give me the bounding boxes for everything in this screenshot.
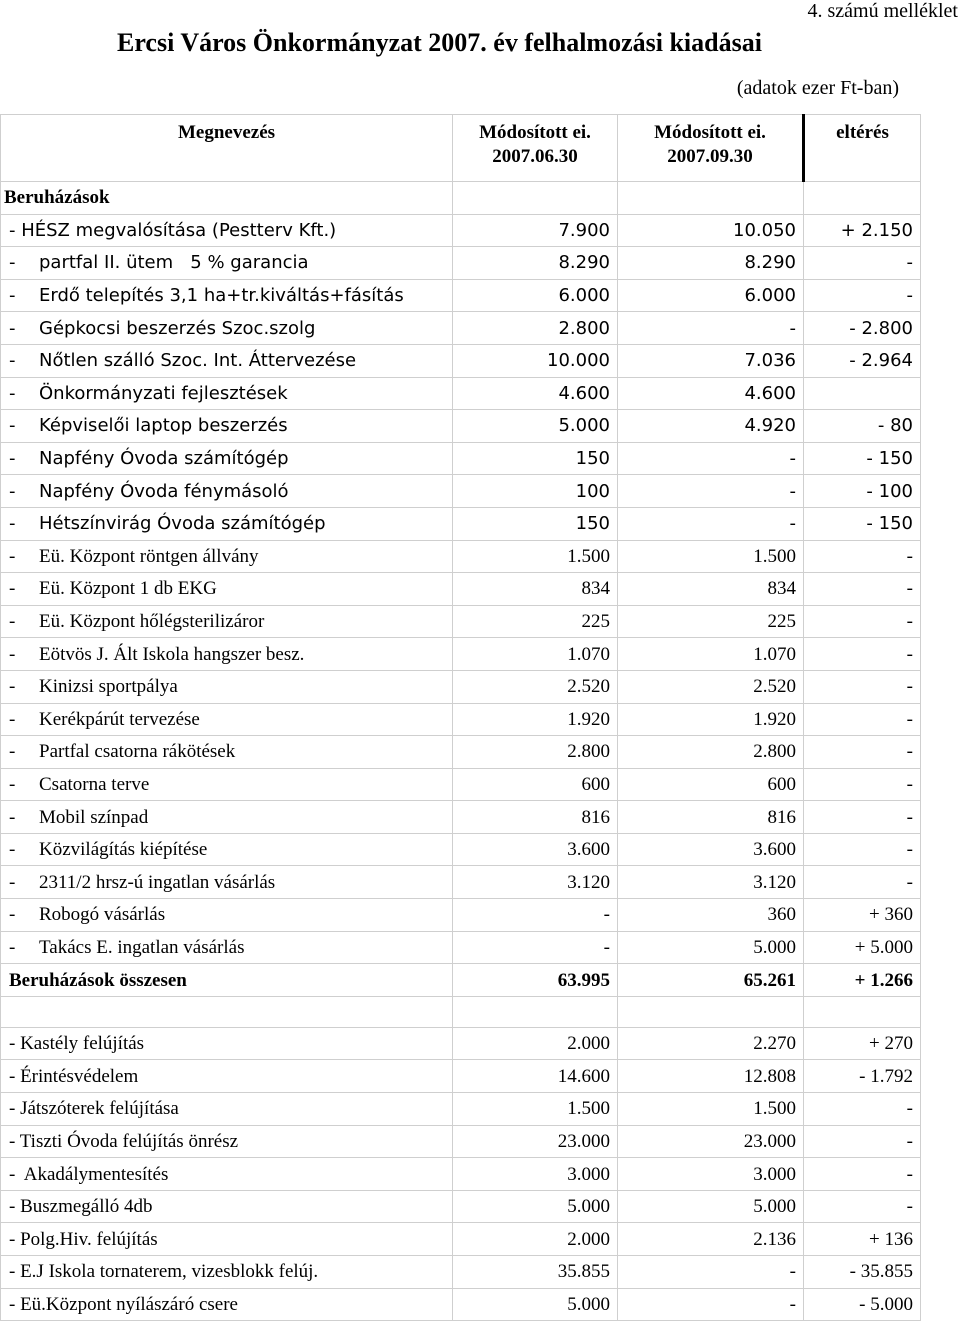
row-dash: -	[9, 871, 16, 893]
value-difference: -	[804, 1190, 921, 1223]
row-label: Partfal csatorna rákötések	[39, 741, 236, 763]
value-difference: - 2.964	[804, 344, 921, 377]
value-2007-06-30: -	[453, 931, 618, 964]
row-label: Robogó vásárlás	[39, 904, 166, 926]
value-difference: -	[804, 540, 921, 573]
row-label: Hétszínvirág Óvoda számítógép	[39, 513, 326, 535]
row-name	[1, 442, 453, 475]
section-row	[1, 182, 921, 215]
value-2007-09-30: 225	[618, 605, 804, 638]
value-2007-09-30: -	[618, 507, 804, 540]
value-2007-06-30: 4.600	[453, 377, 618, 410]
section-title: Beruházások	[1, 182, 453, 215]
row-label: Eü. Központ hőlégsterilizáror	[39, 611, 265, 633]
value-difference	[804, 377, 921, 410]
value-2007-09-30: 2.136	[618, 1223, 804, 1256]
row-dash: -	[9, 513, 16, 535]
value-2007-06-30: 600	[453, 768, 618, 801]
row-name	[1, 377, 453, 410]
row-dash: -	[9, 741, 16, 763]
row-label: Mobil színpad	[39, 806, 149, 828]
row-label: partfal II. ütem 5 % garancia	[39, 252, 309, 274]
blank-row	[1, 996, 921, 1027]
row-dash: -	[9, 448, 16, 470]
value-2007-06-30: 816	[453, 801, 618, 834]
row-dash: -	[9, 285, 16, 307]
row-dash: -	[9, 773, 16, 795]
value-2007-06-30: 5.000	[453, 1190, 618, 1223]
row-dash: -	[9, 676, 16, 698]
row-name	[1, 344, 453, 377]
row-label: Takács E. ingatlan vásárlás	[39, 936, 245, 958]
row-label: Önkormányzati fejlesztések	[39, 382, 288, 404]
row-label: - Játszóterek felújítása	[1, 1093, 453, 1126]
value-2007-09-30: 7.036	[618, 344, 804, 377]
value-difference: - 2.800	[804, 312, 921, 345]
value-2007-09-30: 5.000	[618, 931, 804, 964]
value-2007-06-30: 35.855	[453, 1256, 618, 1289]
table-row	[1, 1256, 921, 1289]
table-row	[1, 1093, 921, 1126]
value-difference: - 150	[804, 442, 921, 475]
value-2007-06-30: 3.120	[453, 866, 618, 899]
value-2007-06-30: 1.500	[453, 1093, 618, 1126]
row-name	[1, 768, 453, 801]
table-header-row	[1, 115, 921, 182]
row-label: Napfény Óvoda számítógép	[39, 448, 289, 470]
value-2007-09-30: 1.500	[618, 540, 804, 573]
value-2007-06-30: 3.600	[453, 833, 618, 866]
table-row	[1, 670, 921, 703]
value-difference: -	[804, 1158, 921, 1191]
value-difference: + 5.000	[804, 931, 921, 964]
table-row	[1, 703, 921, 736]
value-2007-06-30: 6.000	[453, 279, 618, 312]
table-row	[1, 1288, 921, 1321]
row-dash: -	[9, 643, 16, 665]
value-2007-06-30: 14.600	[453, 1060, 618, 1093]
table-row	[1, 312, 921, 345]
row-name	[1, 507, 453, 540]
value-2007-06-30: 834	[453, 573, 618, 606]
value-2007-09-30: 1.500	[618, 1093, 804, 1126]
row-label: - E.J Iskola tornaterem, vizesblokk felúj.	[1, 1256, 453, 1289]
value-2007-06-30: 2.800	[453, 736, 618, 769]
value-2007-06-30: 3.000	[453, 1158, 618, 1191]
table-row	[1, 866, 921, 899]
row-label: - Polg.Hiv. felújítás	[1, 1223, 453, 1256]
value-2007-09-30: 3.600	[618, 833, 804, 866]
row-dash: -	[9, 936, 16, 958]
row-dash: -	[9, 415, 16, 437]
row-label: - Eü.Központ nyílászáró csere	[1, 1288, 453, 1321]
row-label: - Buszmegálló 4db	[1, 1190, 453, 1223]
value-2007-06-30: 2.520	[453, 670, 618, 703]
table-row	[1, 1060, 921, 1093]
value-2007-09-30: 10.050	[618, 214, 804, 247]
row-dash: -	[9, 806, 16, 828]
value-2007-09-30: 4.600	[618, 377, 804, 410]
value-2007-09-30: 23.000	[618, 1125, 804, 1158]
value-difference: -	[804, 1125, 921, 1158]
table-row	[1, 279, 921, 312]
row-dash: -	[9, 350, 16, 372]
value-difference: -	[804, 247, 921, 280]
value-difference: - 100	[804, 475, 921, 508]
row-label: - Kastély felújítás	[1, 1027, 453, 1060]
value-2007-06-30: 8.290	[453, 247, 618, 280]
row-label: Nőtlen szálló Szoc. Int. Áttervezése	[39, 350, 357, 372]
value-2007-06-30: 5.000	[453, 1288, 618, 1321]
table-row	[1, 736, 921, 769]
table-row	[1, 833, 921, 866]
value-2007-09-30: 12.808	[618, 1060, 804, 1093]
value-2007-09-30: 816	[618, 801, 804, 834]
value-2007-09-30: 2.520	[618, 670, 804, 703]
table-row	[1, 1190, 921, 1223]
value-difference: - 1.792	[804, 1060, 921, 1093]
blank-cell	[804, 996, 921, 1027]
table-row	[1, 1027, 921, 1060]
value-difference: -	[804, 833, 921, 866]
blank-cell	[618, 996, 804, 1027]
row-name	[1, 801, 453, 834]
table-row	[1, 1125, 921, 1158]
row-label: Képviselői laptop beszerzés	[39, 415, 288, 437]
row-dash: -	[9, 578, 16, 600]
row-dash: -	[9, 904, 16, 926]
row-dash: -	[9, 252, 16, 274]
table-row	[1, 899, 921, 932]
value-2007-09-30: 2.800	[618, 736, 804, 769]
value-difference: + 136	[804, 1223, 921, 1256]
value-difference: -	[804, 279, 921, 312]
table-row	[1, 605, 921, 638]
row-name	[1, 703, 453, 736]
value-2007-06-30: 10.000	[453, 344, 618, 377]
value-difference: - 35.855	[804, 1256, 921, 1289]
value-2007-09-30: 3.120	[618, 866, 804, 899]
value-2007-09-30: 1.070	[618, 638, 804, 671]
row-dash: -	[9, 708, 16, 730]
row-label: Csatorna terve	[39, 773, 150, 795]
value-2007-06-30: 1.500	[453, 540, 618, 573]
table-row	[1, 573, 921, 606]
row-name	[1, 214, 453, 247]
row-label: 2311/2 hrsz-ú ingatlan vásárlás	[39, 871, 276, 893]
value-difference: -	[804, 866, 921, 899]
value-2007-06-30: 2.000	[453, 1223, 618, 1256]
value-difference: -	[804, 573, 921, 606]
row-name	[1, 573, 453, 606]
value-2007-09-30: 1.920	[618, 703, 804, 736]
page-title: Ercsi Város Önkormányzat 2007. év felhalmozási kiadásai	[117, 28, 762, 57]
table-row	[1, 475, 921, 508]
value-2007-09-30: 5.000	[618, 1190, 804, 1223]
value-2007-06-30: 5.000	[453, 410, 618, 443]
value-2007-06-30: 7.900	[453, 214, 618, 247]
row-dash: -	[9, 317, 16, 339]
value-2007-09-30: -	[618, 1256, 804, 1289]
row-name	[1, 410, 453, 443]
table-row	[1, 247, 921, 280]
value-2007-09-30: 4.920	[618, 410, 804, 443]
row-dash: -	[9, 480, 16, 502]
table-row	[1, 931, 921, 964]
value-2007-06-30: 150	[453, 507, 618, 540]
row-name	[1, 638, 453, 671]
value-2007-09-30: -	[618, 1288, 804, 1321]
value-2007-09-30: 3.000	[618, 1158, 804, 1191]
value-difference: - 5.000	[804, 1288, 921, 1321]
row-dash: -	[9, 611, 16, 633]
row-label: Kinizsi sportpálya	[39, 676, 178, 698]
header-diff: eltérés	[804, 115, 921, 182]
value-2007-06-30: 2.000	[453, 1027, 618, 1060]
value-difference: -	[804, 605, 921, 638]
header-name: Megnevezés	[1, 115, 453, 182]
row-label: - Érintésvédelem	[1, 1060, 453, 1093]
row-name	[1, 736, 453, 769]
value-2007-06-30: 1.920	[453, 703, 618, 736]
value-difference: + 360	[804, 899, 921, 932]
value-2007-09-30: 360	[618, 899, 804, 932]
value-difference: -	[804, 736, 921, 769]
value-2007-06-30: 225	[453, 605, 618, 638]
table-row	[1, 507, 921, 540]
value-2007-09-30: -	[618, 442, 804, 475]
row-label: - HÉSZ megvalósítása (Pestterv Kft.)	[9, 219, 337, 241]
value-2007-06-30: 1.070	[453, 638, 618, 671]
value-2007-09-30: 6.000	[618, 279, 804, 312]
row-name	[1, 899, 453, 932]
total-row	[1, 964, 921, 997]
value-difference: -	[804, 670, 921, 703]
value-2007-09-30: -	[618, 312, 804, 345]
table-row	[1, 801, 921, 834]
table-row	[1, 377, 921, 410]
blank-cell	[1, 996, 453, 1027]
row-name	[1, 312, 453, 345]
value-difference: -	[804, 801, 921, 834]
total-difference: + 1.266	[804, 964, 921, 997]
table-row	[1, 442, 921, 475]
value-2007-09-30: -	[618, 475, 804, 508]
row-dash: -	[9, 382, 16, 404]
table-row	[1, 1158, 921, 1191]
row-name	[1, 540, 453, 573]
value-2007-06-30: 23.000	[453, 1125, 618, 1158]
value-difference: - 150	[804, 507, 921, 540]
value-2007-06-30: 150	[453, 442, 618, 475]
value-2007-06-30: 100	[453, 475, 618, 508]
value-difference: -	[804, 1093, 921, 1126]
row-dash: -	[9, 545, 16, 567]
value-difference: - 80	[804, 410, 921, 443]
table-row	[1, 768, 921, 801]
value-2007-09-30: 834	[618, 573, 804, 606]
units-note: (adatok ezer Ft-ban)	[736, 77, 899, 99]
annex-label: 4. számú melléklet	[807, 0, 958, 22]
row-label: Közvilágítás kiépítése	[39, 839, 208, 861]
row-label: Napfény Óvoda fénymásoló	[39, 480, 289, 502]
row-name	[1, 475, 453, 508]
row-label: - Akadálymentesítés	[1, 1158, 453, 1191]
row-label: Gépkocsi beszerzés Szoc.szolg	[39, 317, 316, 339]
row-name	[1, 279, 453, 312]
header-col1: Módosított ei. 2007.06.30	[453, 115, 618, 182]
value-difference: -	[804, 703, 921, 736]
total-2007-09-30: 65.261	[618, 964, 804, 997]
value-difference: + 2.150	[804, 214, 921, 247]
row-dash: -	[9, 839, 16, 861]
value-difference: -	[804, 638, 921, 671]
table-row	[1, 344, 921, 377]
value-2007-09-30: 600	[618, 768, 804, 801]
row-label: Eü. Központ röntgen állvány	[39, 545, 259, 567]
table-row	[1, 214, 921, 247]
value-difference: -	[804, 768, 921, 801]
value-2007-06-30: -	[453, 899, 618, 932]
row-name	[1, 247, 453, 280]
row-label: Erdő telepítés 3,1 ha+tr.kiváltás+fásítás	[39, 285, 404, 307]
expenditure-table	[0, 114, 921, 1321]
row-label: - Tiszti Óvoda felújítás önrész	[1, 1125, 453, 1158]
table-row	[1, 540, 921, 573]
row-name	[1, 670, 453, 703]
value-2007-06-30: 2.800	[453, 312, 618, 345]
table-row	[1, 638, 921, 671]
row-name	[1, 931, 453, 964]
table-row	[1, 410, 921, 443]
value-2007-09-30: 8.290	[618, 247, 804, 280]
row-name	[1, 866, 453, 899]
row-label: Eü. Központ 1 db EKG	[39, 578, 217, 600]
row-name	[1, 605, 453, 638]
value-2007-09-30: 2.270	[618, 1027, 804, 1060]
blank-cell	[453, 996, 618, 1027]
total-2007-06-30: 63.995	[453, 964, 618, 997]
row-label: Kerékpárút tervezése	[39, 708, 200, 730]
header-col2: Módosított ei. 2007.09.30	[618, 115, 804, 182]
table-row	[1, 1223, 921, 1256]
row-label: Eötvös J. Ált Iskola hangszer besz.	[39, 643, 305, 665]
total-label: Beruházások összesen	[1, 964, 453, 997]
value-difference: + 270	[804, 1027, 921, 1060]
row-name	[1, 833, 453, 866]
